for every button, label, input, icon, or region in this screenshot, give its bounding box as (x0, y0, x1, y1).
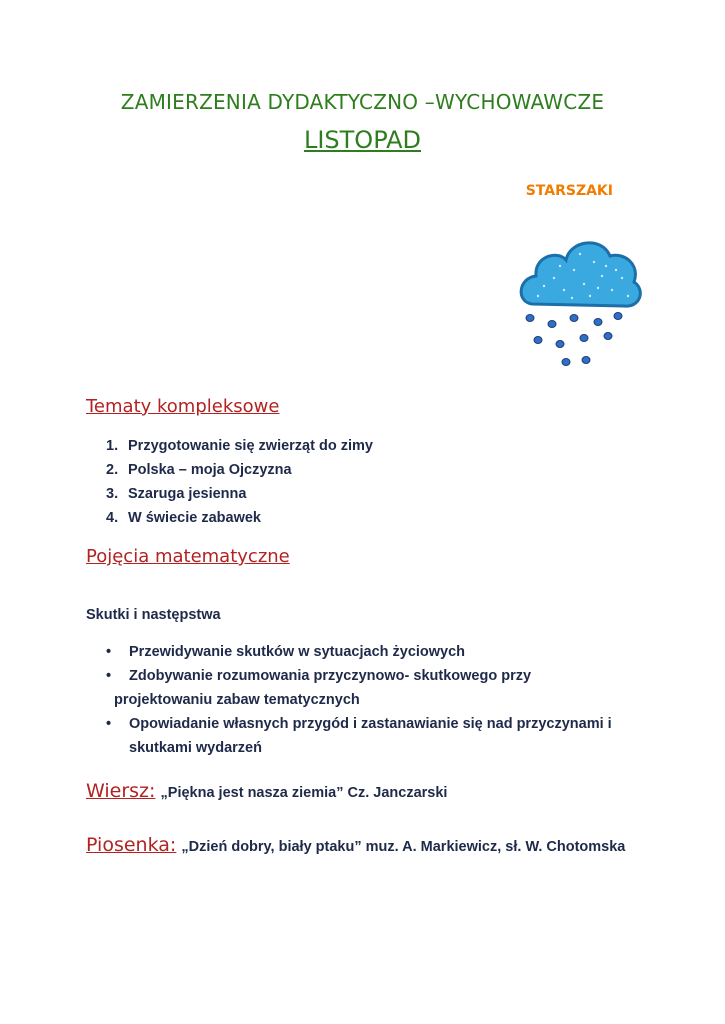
cloud-shape (521, 243, 640, 306)
list-item: 3. Szaruga jesienna (106, 486, 247, 502)
math-subheading: Skutki i następstwa (86, 607, 221, 623)
song-row (86, 834, 625, 856)
poem-label: Wiersz: (86, 780, 156, 802)
song-text: „Dzień dobry, biały ptaku” muz. A. Markiewicz, sł. W. Chotomska (181, 839, 626, 855)
list-item: 4. W świecie zabawek (106, 510, 261, 526)
poem-text: „Piękna jest nasza ziemia” Cz. Janczarski (160, 785, 448, 801)
list-item: • Zdobywanie rozumowania przyczynowo- skutkowego przy projektowaniu zabaw tematycznych (86, 664, 646, 712)
topics-heading: Tematy kompleksowe (86, 396, 280, 417)
poem-row (86, 780, 447, 802)
rain-drops (526, 313, 622, 366)
song-label: Piosenka: (86, 834, 177, 856)
rain-cloud-icon (514, 226, 644, 376)
topics-list (86, 434, 646, 530)
document-title: ZAMIERZENIA DYDAKTYCZNO –WYCHOWAWCZE (120, 90, 605, 114)
month-title: LISTOPAD (303, 126, 422, 154)
list-item: 2. Polska – moja Ojczyzna (106, 462, 292, 478)
math-heading: Pojęcia matematyczne (86, 546, 290, 567)
list-item: • Opowiadanie własnych przygód i zastanawianie się nad przyczynami i skutkami wydarzeń (86, 712, 646, 760)
math-bullets (86, 640, 646, 760)
list-item: • Przewidywanie skutków w sytuacjach życiowych (86, 640, 646, 664)
list-item: 1. Przygotowanie się zwierząt do zimy (106, 438, 373, 454)
group-label: STARSZAKI (525, 183, 613, 199)
